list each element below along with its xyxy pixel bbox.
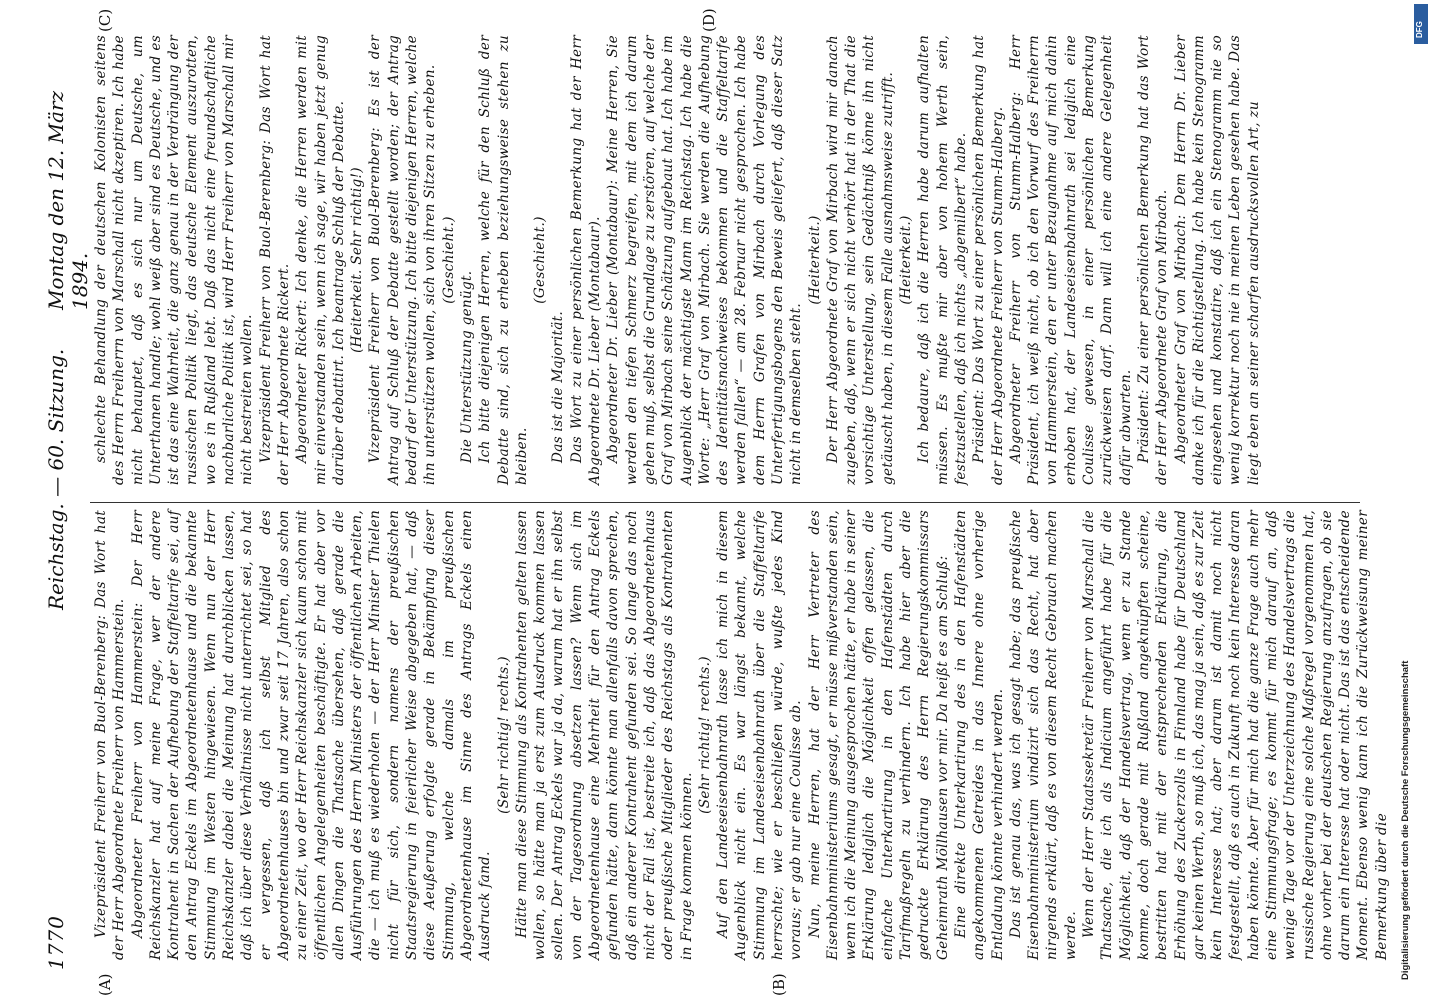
speech-paragraph: Das Wort zu einer persönlichen Bemerkung hat der Herr Abgeordnete Dr. Lieber (Montabaur).	[568, 35, 604, 485]
dfg-logo-text: DFG	[1415, 21, 1424, 38]
right-text-column	[92, 35, 1352, 485]
speech-paragraph: Ich bitte diejenigen Herren, welche für den Schluß der Debatte sind, sich zu erheben beziehungsweise stehen zu bleiben.	[477, 35, 530, 485]
speech-paragraph: Auf den Landeseisenbahnrath lasse ich mich in diesem Augenblick nicht ein. Es war längst bekannt, welche Stimmung im Landeseisenbahnrath über die Staffeltarife herrschte; wie er beschließen würde, wußte jedes Kind voraus; er gab nur eine Coulisse ab.	[715, 510, 805, 960]
speech-paragraph: Präsident: Zu einer persönlichen Bemerkung hat das Wort der Herr Abgeordnete Graf von Mirbach.	[1135, 35, 1171, 485]
page-header	[40, 30, 92, 970]
column-divider	[90, 502, 1360, 503]
left-text-column	[92, 510, 1390, 960]
speech-paragraph: Abgeordneter Graf von Mirbach: Dem Herrn Dr. Lieber danke ich für die Richtigstellung. Ich habe kein Stenogramm eingesehen und konstatire, daß ich ein Stenogramm nie so wenig korrektur noch nie in meinen Leben gesehen habe. Das liegt eben an seiner scharfen ausdrucksvollen Art, zu	[1172, 35, 1262, 485]
speech-paragraph: Abgeordneter Dr. Lieber (Montabaur): Meine Herren, Sie werden den tiefen Schmerz begreifen, mit dem ich darum gehen muß, selbst die Grundlage zu zerstören, auf welche der Graf von Mirbach seine Schätzung aufgebaut hat. Ich habe im Augenblick der mächtigste Mann im Reichstag. Ich habe die Worte: „Herr Graf von Mirbach. Sie werden die Aufhebung des Identitätsnachweises bekommen und die Staffeltarife werden fallen“ — am 28. Februar nicht gesprochen. Ich habe dem Herrn Grafen von Mirbach durch Vorlegung des Unterfertigungsbogens den Beweis geliefert, daß dieser Satz nicht in demselben steht.	[605, 35, 805, 485]
page-number: 1770	[44, 915, 68, 970]
stage-direction: (Sehr richtig! rechts.)	[495, 656, 512, 814]
speech-paragraph: Vizepräsident Freiherr von Buol-Berenberg: Es ist der Antrag auf Schluß der Debatte gestellt worden; der Antrag bedarf der Unterstützung. Ich bitte diejenigen Herren, welche ihn unterstützen wollen, sich von ihren Sitzen zu erheben.	[367, 35, 439, 485]
stage-direction: (Heiterkeit. Sehr richtig!)	[349, 167, 366, 353]
digitization-credit	[1400, 20, 1432, 980]
speech-paragraph: Vizepräsident Freiherr von Buol-Berenberg: Das Wort hat der Herr Abgeordnete Freiherr von Hammerstein.	[93, 510, 128, 960]
speech-paragraph: Das ist genau das, was ich gesagt habe; das preußische Eisenbahnministerium vindizirt sich das Recht, hat aber nirgends erklärt, daß es von diesem Recht Gebrauch machen werde.	[1007, 510, 1079, 960]
speech-paragraph: Vizepräsident Freiherr von Buol-Berenberg: Das Wort hat der Herr Abgeordnete Rickert.	[257, 35, 292, 485]
margin-marker-b: (B)	[770, 973, 788, 996]
speech-paragraph: Ich bedaure, daß ich die Herren habe darum aufhalten müssen. Es mußte mir aber von hohem Werth sein, festzustellen, daß ich nichts „abgemilbert“ habe.	[916, 35, 969, 485]
dfg-logo	[1414, 4, 1428, 44]
speech-paragraph: Abgeordneter Freiherr von Hammerstein: Der Herr Reichskanzler hat auf meine Frage, wer der andere Kontrahent in Sachen der Aufhebung der Staffeltarife sei, auf den Antrag Eckels im Abgeordnetenhause und die bekannte Stimmung im Westen hingewiesen. Wenn nun der Herr Reichskanzler dabei die Meinung hat durchblicken lassen, daß ich über diese Verhältnisse nicht unterrichtet sei, so hat er vergessen, daß ich selbst Mitglied des Abgeordnetenhauses bin und zwar seit 17 Jahren, also schon zu einer Zeit, wo der Herr Reichskanzler sich kaum schon mit öffentlichen Angelegenheiten beschäftigte. Er hat aber vor allen Dingen die Thatsache übersehen, daß gerade die Ausführungen des Herrn Ministers der öffentlichen Arbeiten, die — ich muß es wiederholen — der Herr Minister Thielen nicht für sich, sondern namens der preußischen Staatsregierung in feierlicher Weise abgegeben hat, — daß diese Aeußerung erfolgte gerade in Bekämpfung dieser Stimmung, welche damals im preußischen Abgeordnetenhause im Sinne des Antrags Eckels einen Ausdruck fand.	[129, 510, 494, 960]
speech-paragraph: schlechte Behandlung der deutschen Kolonisten seitens des Herrn Freiherrn von Marschall nicht akzeptiren. Ich habe nicht behauptet, daß es sich nur um Deutsche, um Unterthanen handle; wohl weiß aber sind es Deutsche, und es ist das eine Wahrheit, die ganz genau in der Verdrängung der russischen Politik liegt, das deutsche Element auszurotten, wo es in Rußland lebt. Daß das nicht eine freundschaftliche nachbarliche Politik ist, wird Herr Freiherr von Marschall mir nicht bestreiten wollen.	[93, 35, 256, 485]
speech-paragraph: Das ist die Majorität.	[550, 310, 567, 463]
speech-paragraph: Die Unterstützung genügt.	[458, 270, 475, 463]
stage-direction: (Sehr richtig! rechts.)	[696, 656, 713, 814]
speech-paragraph: Der Herr Abgeordnete Graf von Mirbach wird mir danach zugeben, daß, wenn er sich nicht verhört hat in der That die vorsichtige Unterstellung, sein Gedächtniß könne ihn nicht getäuscht haben, in diesem Falle ausnahmsweise zutrifft.	[824, 35, 896, 485]
session-title: Reichstag. — 60. Sitzung.	[44, 348, 68, 610]
session-date: Montag den 12. März 1894.	[44, 90, 92, 310]
speech-paragraph: Nun, meine Herren, hat der Herr Vertreter des Eisenbahnministeriums gesagt, er müsse mißverstanden sein, wenn ich die Meinung ausgesprochen hätte, er habe in seiner Erklärung lediglich die Möglichkeit offen gelassen, die einfache Unterkartirung in den Hafenstädten durch Tarifmaßregeln zu verhindern. Ich habe hier aber die gedruckte Erklärung des Herrn Regierungskommissars Geheimrath Möllhausen vor mir. Da heißt es am Schluß:	[806, 510, 951, 960]
stage-direction: (Geschieht.)	[532, 216, 549, 304]
stage-direction: (Heiterkeit.)	[806, 215, 823, 305]
credit-text: Digitalisierung gefördert durch die Deutsche Forschungsgemeinschaft	[1400, 660, 1411, 980]
margin-marker-a: (A)	[96, 973, 114, 996]
speech-paragraph: Präsident: Das Wort zu einer persönlichen Bemerkung hat der Herr Abgeordnete Freiherr von Stumm-Halberg.	[971, 35, 1006, 485]
margin-marker-c: (C)	[96, 8, 114, 32]
stage-direction: (Geschieht.)	[440, 216, 457, 304]
speech-paragraph: Abgeordneter Rickert: Ich denke, die Herren werden mit mir einverstanden sein, wenn ich sage, wir haben jetzt genug darüber debattirt. Ich beantrage Schluß der Debatte.	[294, 35, 347, 485]
margin-marker-d: (D)	[700, 8, 718, 32]
speech-paragraph: Abgeordneter Freiherr von Stumm-Halberg: Herr Präsident, ich weiß nicht, ob ich den Vorwurf des Freiherrn von Hammerstein, den er unter Bezugnahme auf mich dahin erhoben hat, der Landeseisenbahnrath sei lediglich eine Coulisse gewesen, in einer persönlichen Bemerkung zurückweisen darf. Dann will ich eine andere Gelegenheit dafür abwarten.	[1007, 35, 1134, 485]
speech-paragraph: Wenn der Herr Staatssekretär Freiherr von Marschall die Thatsache, die ich als Indicium angeführt habe für die Möglichkeit, daß der Handelsvertrag, wenn er zu Stande komme, doch gerade mit Rußland angeknüpften scheine, bestritten hat mit der entsprechenden Erklärung, die Erhöhung des Zuckerzolls in Finnland habe für Deutschland gar keinen Werth, so muß ich, das mag ja sein, daß es zur Zeit kein Interesse hat; aber darum ist damit noch nicht festgestellt, daß es auch in Zukunft noch kein Interesse daran haben könnte. Aber für mich hat die ganze Frage auch mehr eine Stimmungsfrage; es kommt für mich darauf an, daß wenige Tage vor der Unterzeichnung des Handelsvertrags die russische Regierung eine solche Maßregel vorgenommen hat, ohne vorher bei der deutschen Regierung anzufragen, ob sie darum ein Interesse hat oder nicht. Das ist das entscheidende Moment. Ebenso wenig kann ich die Zurückweisung meiner Bemerkung über die	[1081, 510, 1390, 960]
speech-paragraph: Eine direkte Unterkartirung des in den Hafenstädten angekommenen Getreides in das Innere ohne vorherige Entladung könnte verhindert werden.	[952, 510, 1006, 960]
speech-paragraph: Hätte man diese Stimmung als Kontrahenten gelten lassen wollen, so hätte man ja erst zum Ausdruck kommen lassen sollen. Der Antrag Eckels war ja da, warum hat er ihn selbst von der Tagesordnung absetzen lassen? Wenn sich im Abgeordnetenhause eine Mehrheit für den Antrag Eckels gefunden hätte, dann könnte man allenfalls davon sprechen, daß ein anderer Kontrahent gefunden sei. So lange das noch nicht der Fall ist, bestreite ich, daß das Abgeordnetenhaus oder preußische Mitglieder des Reichstags als Kontrahenten in Frage kommen können.	[513, 510, 695, 960]
stage-direction: (Heiterkeit.)	[898, 215, 915, 305]
